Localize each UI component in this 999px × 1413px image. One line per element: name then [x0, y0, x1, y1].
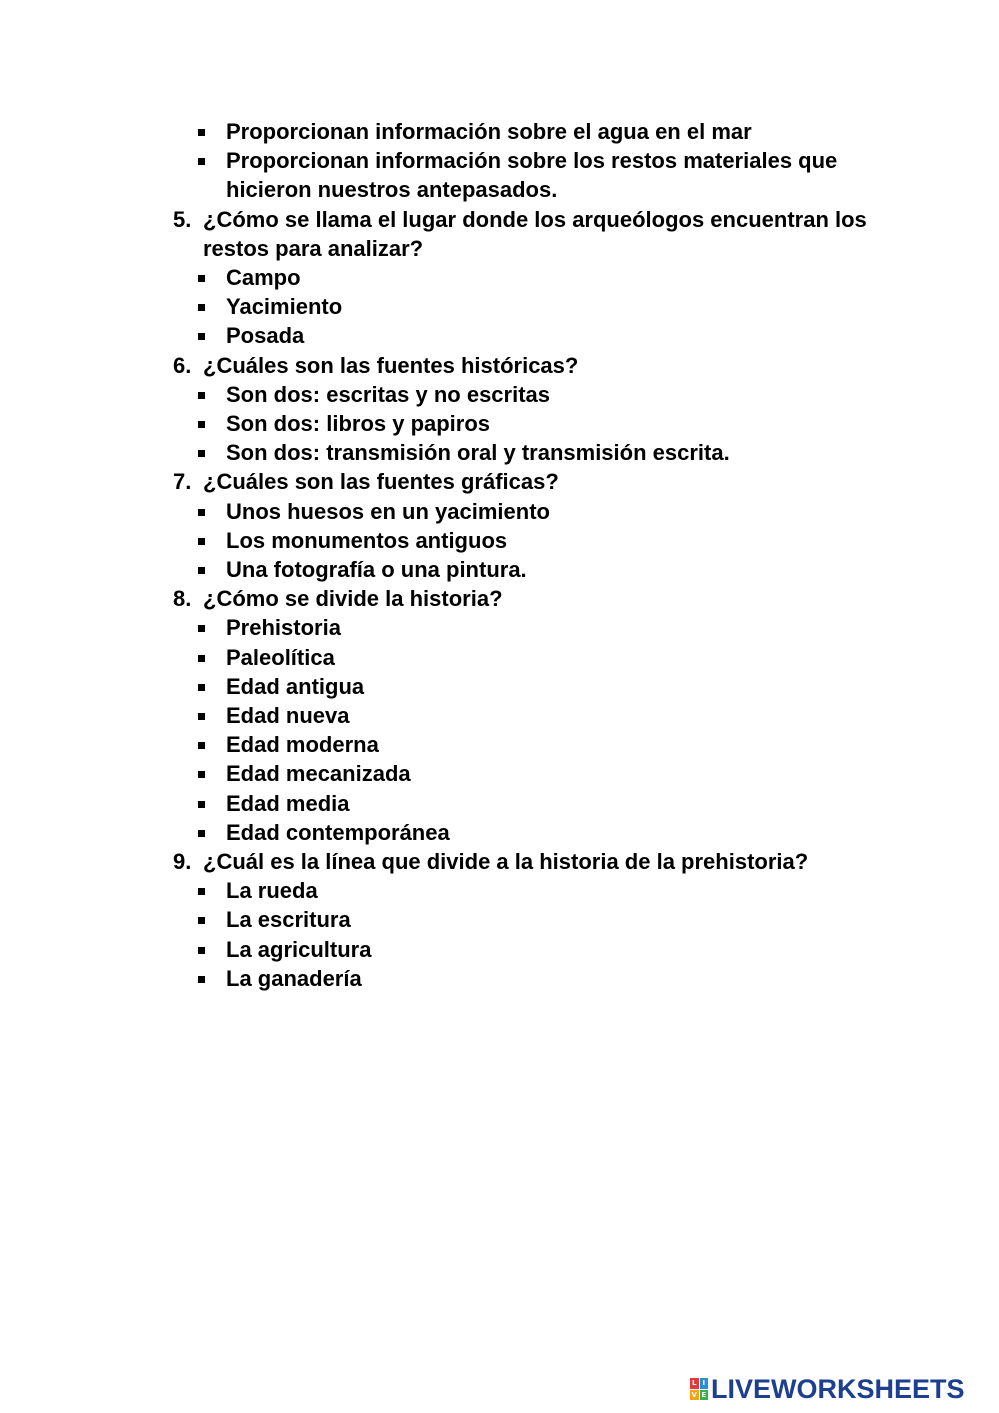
question-number: 5.: [173, 206, 192, 232]
question: [0, 584, 999, 613]
answer-option: Son dos: libros y papiros: [0, 409, 999, 438]
answer-option: Edad moderna: [0, 730, 999, 759]
answer-option: Prehistoria: [0, 613, 999, 642]
answer-option: La agricultura: [0, 935, 999, 964]
answer-option: La ganadería: [0, 964, 999, 993]
liveworksheets-logo-icon: [690, 1378, 708, 1400]
question-number: 7.: [173, 469, 192, 495]
answer-option: Unos huesos en un yacimiento: [0, 497, 999, 526]
question-text: ¿Cuáles son las fuentes gráficas?: [203, 469, 559, 495]
question: [0, 205, 999, 234]
question: [0, 467, 999, 496]
question-text: ¿Cuáles son las fuentes históricas?: [203, 352, 579, 378]
answer-option-continued: hicieron nuestros antepasados.: [226, 177, 558, 203]
answer-option: Edad contemporánea: [0, 818, 999, 847]
answer-option: Edad nueva: [0, 701, 999, 730]
liveworksheets-brand: [690, 1374, 965, 1404]
answer-option: Los monumentos antiguos: [0, 526, 999, 555]
answer-option: La escritura: [0, 905, 999, 934]
answer-option: Yacimiento: [0, 292, 999, 321]
worksheet-content: [0, 117, 999, 993]
question-number: 8.: [173, 586, 192, 612]
question-text: ¿Cuál es la línea que divide a la historia de la prehistoria?: [203, 849, 809, 875]
answer-option: Son dos: transmisión oral y transmisión escrita.: [0, 438, 999, 467]
answer-option: Una fotografía o una pintura.: [0, 555, 999, 584]
brand-text: LIVEWORKSHEETS: [711, 1373, 965, 1404]
answer-option: Edad mecanizada: [0, 759, 999, 788]
answer-option: Edad media: [0, 789, 999, 818]
answer-option: La rueda: [0, 876, 999, 905]
logo-letter: L: [690, 1378, 699, 1389]
answer-option: Paleolítica: [0, 643, 999, 672]
answer-option: Edad antigua: [0, 672, 999, 701]
question-text-continued: restos para analizar?: [203, 235, 424, 261]
answer-option: Son dos: escritas y no escritas: [0, 380, 999, 409]
logo-letter: E: [701, 1390, 707, 1399]
question: [0, 351, 999, 380]
answer-option: Posada: [0, 321, 999, 350]
answer-option: Campo: [0, 263, 999, 292]
question-number: 9.: [173, 849, 192, 875]
question-text: ¿Cómo se llama el lugar donde los arqueólogos encuentran los: [203, 206, 867, 232]
answer-option: Proporcionan información sobre los restos materiales que: [0, 146, 999, 175]
answer-option: Proporcionan información sobre el agua en el mar: [0, 117, 999, 146]
question-number: 6.: [173, 352, 192, 378]
question: [0, 847, 999, 876]
question-text: ¿Cómo se divide la historia?: [203, 586, 503, 612]
logo-letter: I: [700, 1378, 709, 1389]
logo-letter: V: [691, 1390, 697, 1399]
